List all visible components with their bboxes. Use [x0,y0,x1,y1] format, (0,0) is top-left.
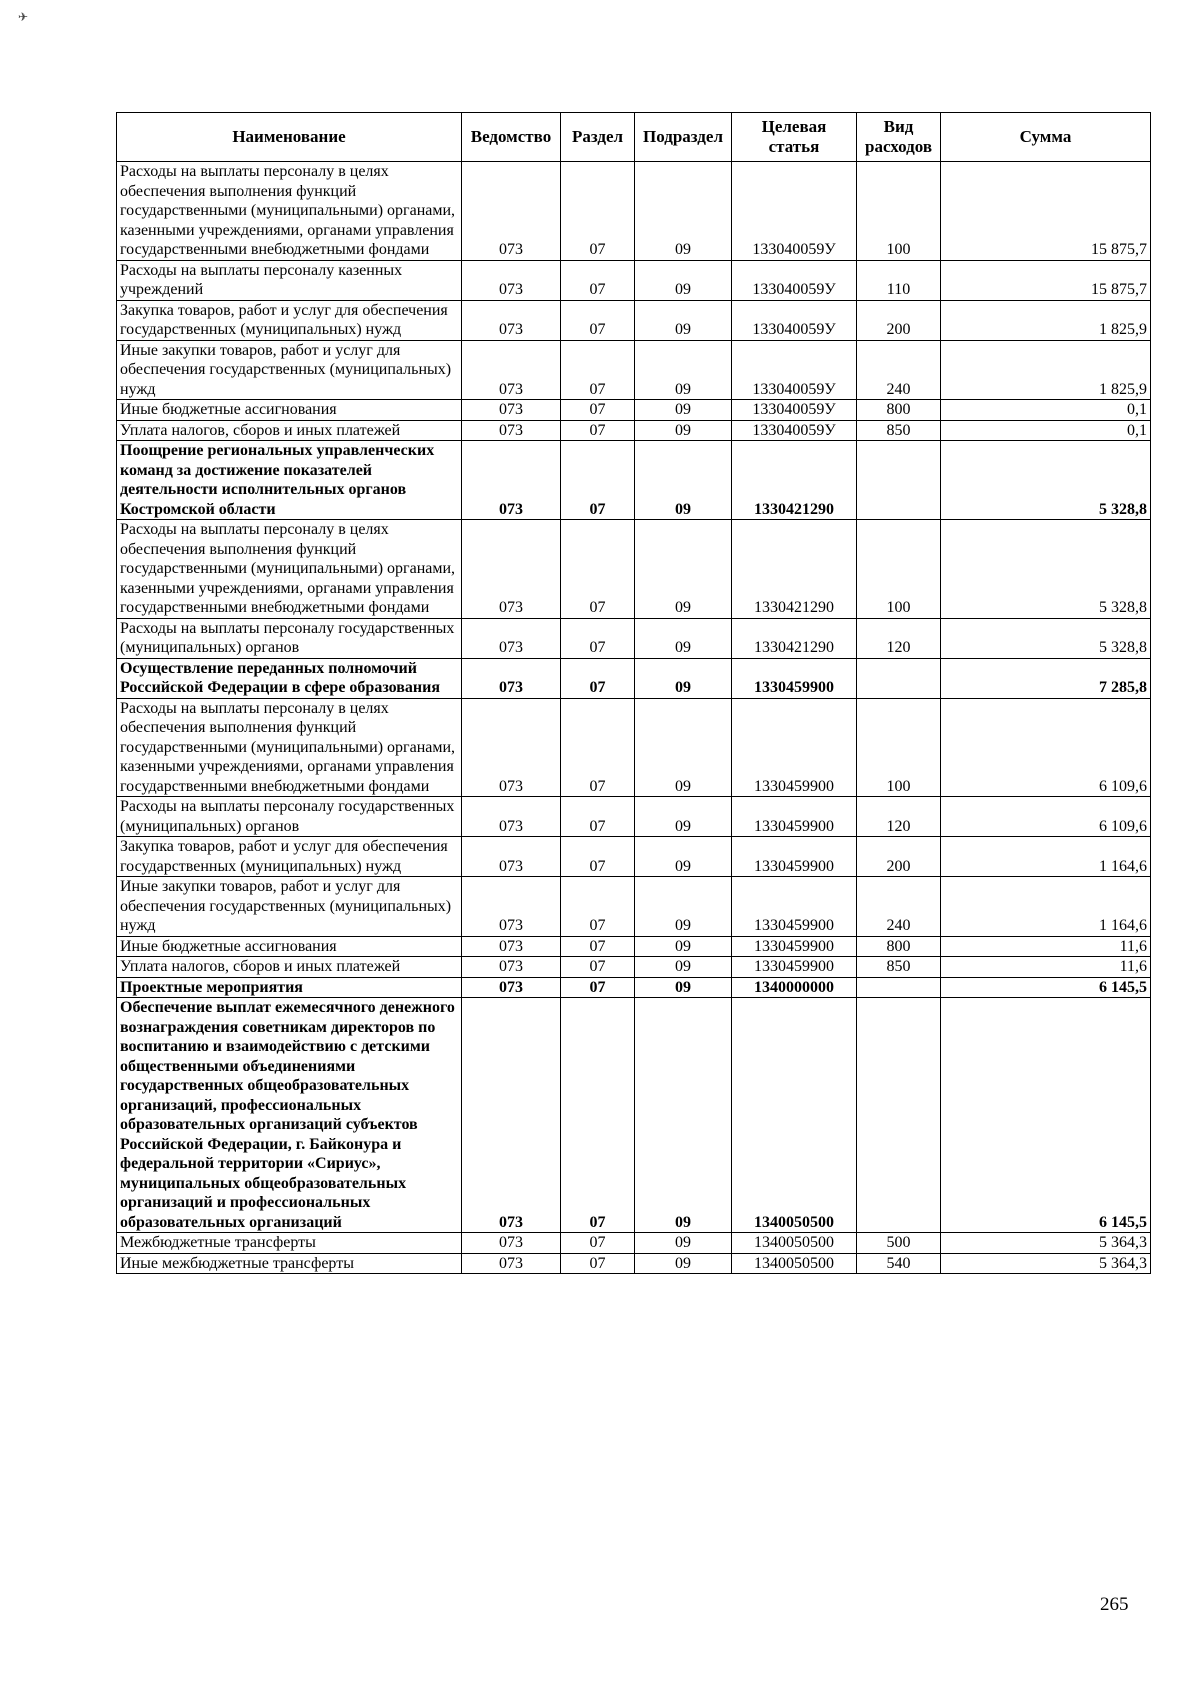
cell-target-article: 1330459900 [732,837,857,877]
cell-section: 07 [561,797,635,837]
cell-target-article: 1330459900 [732,797,857,837]
cell-name: Расходы на выплаты персоналу в целях обеспечения выполнения функций государственными (муниципальными) органами, казенными учреждениями, органами управления государственными внебюджетными фондами [117,162,462,261]
cell-department: 073 [462,698,561,797]
cell-sum: 5 364,3 [941,1253,1151,1274]
cell-subsection: 09 [635,162,732,261]
cell-sum: 1 825,9 [941,340,1151,400]
cell-section: 07 [561,837,635,877]
cell-subsection: 09 [635,936,732,957]
cell-name: Осуществление переданных полномочий Российской Федерации в сфере образования [117,658,462,698]
cell-department: 073 [462,658,561,698]
cell-department: 073 [462,837,561,877]
cell-sum: 6 145,5 [941,977,1151,998]
table-row [117,420,1151,441]
cell-target-article: 1330459900 [732,658,857,698]
cell-section: 07 [561,977,635,998]
cell-expense-type: 240 [857,340,941,400]
cell-subsection: 09 [635,420,732,441]
cell-expense-type: 500 [857,1233,941,1254]
table-row [117,1233,1151,1254]
cell-section: 07 [561,520,635,619]
table-row [117,698,1151,797]
cell-section: 07 [561,162,635,261]
cell-target-article: 1340050500 [732,1253,857,1274]
cell-name: Расходы на выплаты персоналу государственных (муниципальных) органов [117,797,462,837]
cell-section: 07 [561,300,635,340]
cell-section: 07 [561,658,635,698]
table-row [117,300,1151,340]
cell-section: 07 [561,698,635,797]
cell-target-article: 1340050500 [732,998,857,1233]
cell-name: Иные закупки товаров, работ и услуг для обеспечения государственных (муниципальных) нужд [117,877,462,937]
table-row [117,400,1151,421]
cell-subsection: 09 [635,400,732,421]
cell-department: 073 [462,441,561,520]
cell-department: 073 [462,957,561,978]
header-subsection: Подраздел [635,113,732,162]
cell-target-article: 133040059У [732,420,857,441]
cell-sum: 5 328,8 [941,520,1151,619]
cell-department: 073 [462,300,561,340]
cell-sum: 5 364,3 [941,1233,1151,1254]
cell-section: 07 [561,998,635,1233]
cell-subsection: 09 [635,340,732,400]
cell-expense-type [857,977,941,998]
cell-section: 07 [561,936,635,957]
cell-department: 073 [462,1233,561,1254]
cell-name: Уплата налогов, сборов и иных платежей [117,957,462,978]
page-number: 265 [1100,1594,1129,1615]
cell-expense-type [857,998,941,1233]
table-row [117,998,1151,1233]
table-row [117,162,1151,261]
cell-expense-type: 100 [857,520,941,619]
cell-department: 073 [462,260,561,300]
cell-name: Иные бюджетные ассигнования [117,936,462,957]
cell-subsection: 09 [635,520,732,619]
table-row [117,658,1151,698]
table-row [117,1253,1151,1274]
cell-department: 073 [462,162,561,261]
header-section: Раздел [561,113,635,162]
cell-section: 07 [561,618,635,658]
cell-sum: 6 109,6 [941,698,1151,797]
cell-name: Межбюджетные трансферты [117,1233,462,1254]
cell-subsection: 09 [635,300,732,340]
table-row [117,936,1151,957]
cell-sum: 15 875,7 [941,162,1151,261]
cell-target-article: 1330459900 [732,698,857,797]
cell-target-article: 133040059У [732,260,857,300]
cell-expense-type: 800 [857,400,941,421]
cell-name: Иные закупки товаров, работ и услуг для обеспечения государственных (муниципальных) нужд [117,340,462,400]
cell-department: 073 [462,520,561,619]
cell-section: 07 [561,441,635,520]
table-row [117,520,1151,619]
table-row [117,877,1151,937]
table-row [117,618,1151,658]
cell-target-article: 133040059У [732,162,857,261]
cell-target-article: 1330421290 [732,441,857,520]
cell-department: 073 [462,1253,561,1274]
table-body [117,162,1151,1274]
cell-expense-type: 110 [857,260,941,300]
cell-department: 073 [462,998,561,1233]
cell-department: 073 [462,340,561,400]
cell-name: Проектные мероприятия [117,977,462,998]
cell-section: 07 [561,420,635,441]
table-row [117,957,1151,978]
cell-target-article: 133040059У [732,340,857,400]
cell-expense-type: 100 [857,162,941,261]
cell-target-article: 1330421290 [732,520,857,619]
cell-subsection: 09 [635,1253,732,1274]
cell-target-article: 133040059У [732,400,857,421]
budget-table [116,112,1151,1274]
cell-expense-type: 120 [857,618,941,658]
cell-expense-type: 540 [857,1253,941,1274]
cell-subsection: 09 [635,260,732,300]
cell-subsection: 09 [635,797,732,837]
cell-sum: 7 285,8 [941,658,1151,698]
header-department: Ведомство [462,113,561,162]
cell-department: 073 [462,877,561,937]
cell-sum: 1 164,6 [941,877,1151,937]
table-row [117,837,1151,877]
cell-expense-type [857,441,941,520]
cell-section: 07 [561,1233,635,1254]
cell-subsection: 09 [635,658,732,698]
table-row [117,797,1151,837]
cell-subsection: 09 [635,1233,732,1254]
cell-target-article: 1330459900 [732,936,857,957]
cell-section: 07 [561,1253,635,1274]
cell-expense-type: 850 [857,420,941,441]
cell-name: Поощрение региональных управленческих команд за достижение показателей деятельности исполнительных органов Костромской области [117,441,462,520]
cell-subsection: 09 [635,957,732,978]
cell-subsection: 09 [635,877,732,937]
cell-expense-type: 850 [857,957,941,978]
cell-name: Иные бюджетные ассигнования [117,400,462,421]
cell-sum: 6 109,6 [941,797,1151,837]
table-row [117,340,1151,400]
cell-expense-type: 100 [857,698,941,797]
cell-section: 07 [561,400,635,421]
cell-target-article: 133040059У [732,300,857,340]
cell-subsection: 09 [635,977,732,998]
cell-target-article: 1330459900 [732,957,857,978]
cell-sum: 0,1 [941,420,1151,441]
cell-subsection: 09 [635,441,732,520]
cell-department: 073 [462,936,561,957]
cell-sum: 1 164,6 [941,837,1151,877]
cell-expense-type: 200 [857,837,941,877]
cell-expense-type: 200 [857,300,941,340]
cell-department: 073 [462,618,561,658]
cell-sum: 6 145,5 [941,998,1151,1233]
table-header-row [117,113,1151,162]
cell-name: Расходы на выплаты персоналу государственных (муниципальных) органов [117,618,462,658]
cell-subsection: 09 [635,998,732,1233]
cell-target-article: 1330421290 [732,618,857,658]
table-row [117,977,1151,998]
cell-name: Иные межбюджетные трансферты [117,1253,462,1274]
cell-expense-type: 800 [857,936,941,957]
cell-sum: 5 328,8 [941,441,1151,520]
cell-department: 073 [462,797,561,837]
cell-subsection: 09 [635,618,732,658]
header-expense-type: Вид расходов [857,113,941,162]
cell-name: Обеспечение выплат ежемесячного денежного вознаграждения советникам директоров по воспитанию и взаимодействию с детскими общественными объединениями государственных общеобразовательных организаций, профессиональных образовательных организаций субъектов Российской Федерации, г. Байконура и федеральной территории «Сириус», муниципальных общеобразовательных организаций и профессиональных образовательных организаций [117,998,462,1233]
cell-sum: 0,1 [941,400,1151,421]
cell-target-article: 1330459900 [732,877,857,937]
scan-mark: ✈ [18,10,29,24]
cell-name: Закупка товаров, работ и услуг для обеспечения государственных (муниципальных) нужд [117,300,462,340]
cell-target-article: 1340050500 [732,1233,857,1254]
cell-section: 07 [561,340,635,400]
table-row [117,441,1151,520]
cell-section: 07 [561,957,635,978]
cell-name: Расходы на выплаты персоналу в целях обеспечения выполнения функций государственными (муниципальными) органами, казенными учреждениями, органами управления государственными внебюджетными фондами [117,520,462,619]
cell-department: 073 [462,977,561,998]
cell-name: Уплата налогов, сборов и иных платежей [117,420,462,441]
table-row [117,260,1151,300]
cell-target-article: 1340000000 [732,977,857,998]
cell-expense-type [857,658,941,698]
cell-sum: 1 825,9 [941,300,1151,340]
cell-department: 073 [462,420,561,441]
cell-sum: 5 328,8 [941,618,1151,658]
header-target-article: Целевая статья [732,113,857,162]
cell-sum: 15 875,7 [941,260,1151,300]
cell-name: Расходы на выплаты персоналу казенных учреждений [117,260,462,300]
cell-section: 07 [561,877,635,937]
cell-department: 073 [462,400,561,421]
cell-subsection: 09 [635,698,732,797]
cell-section: 07 [561,260,635,300]
cell-name: Закупка товаров, работ и услуг для обеспечения государственных (муниципальных) нужд [117,837,462,877]
header-sum: Сумма [941,113,1151,162]
cell-sum: 11,6 [941,957,1151,978]
cell-sum: 11,6 [941,936,1151,957]
cell-name: Расходы на выплаты персоналу в целях обеспечения выполнения функций государственными (муниципальными) органами, казенными учреждениями, органами управления государственными внебюджетными фондами [117,698,462,797]
cell-expense-type: 120 [857,797,941,837]
cell-expense-type: 240 [857,877,941,937]
header-name: Наименование [117,113,462,162]
cell-subsection: 09 [635,837,732,877]
